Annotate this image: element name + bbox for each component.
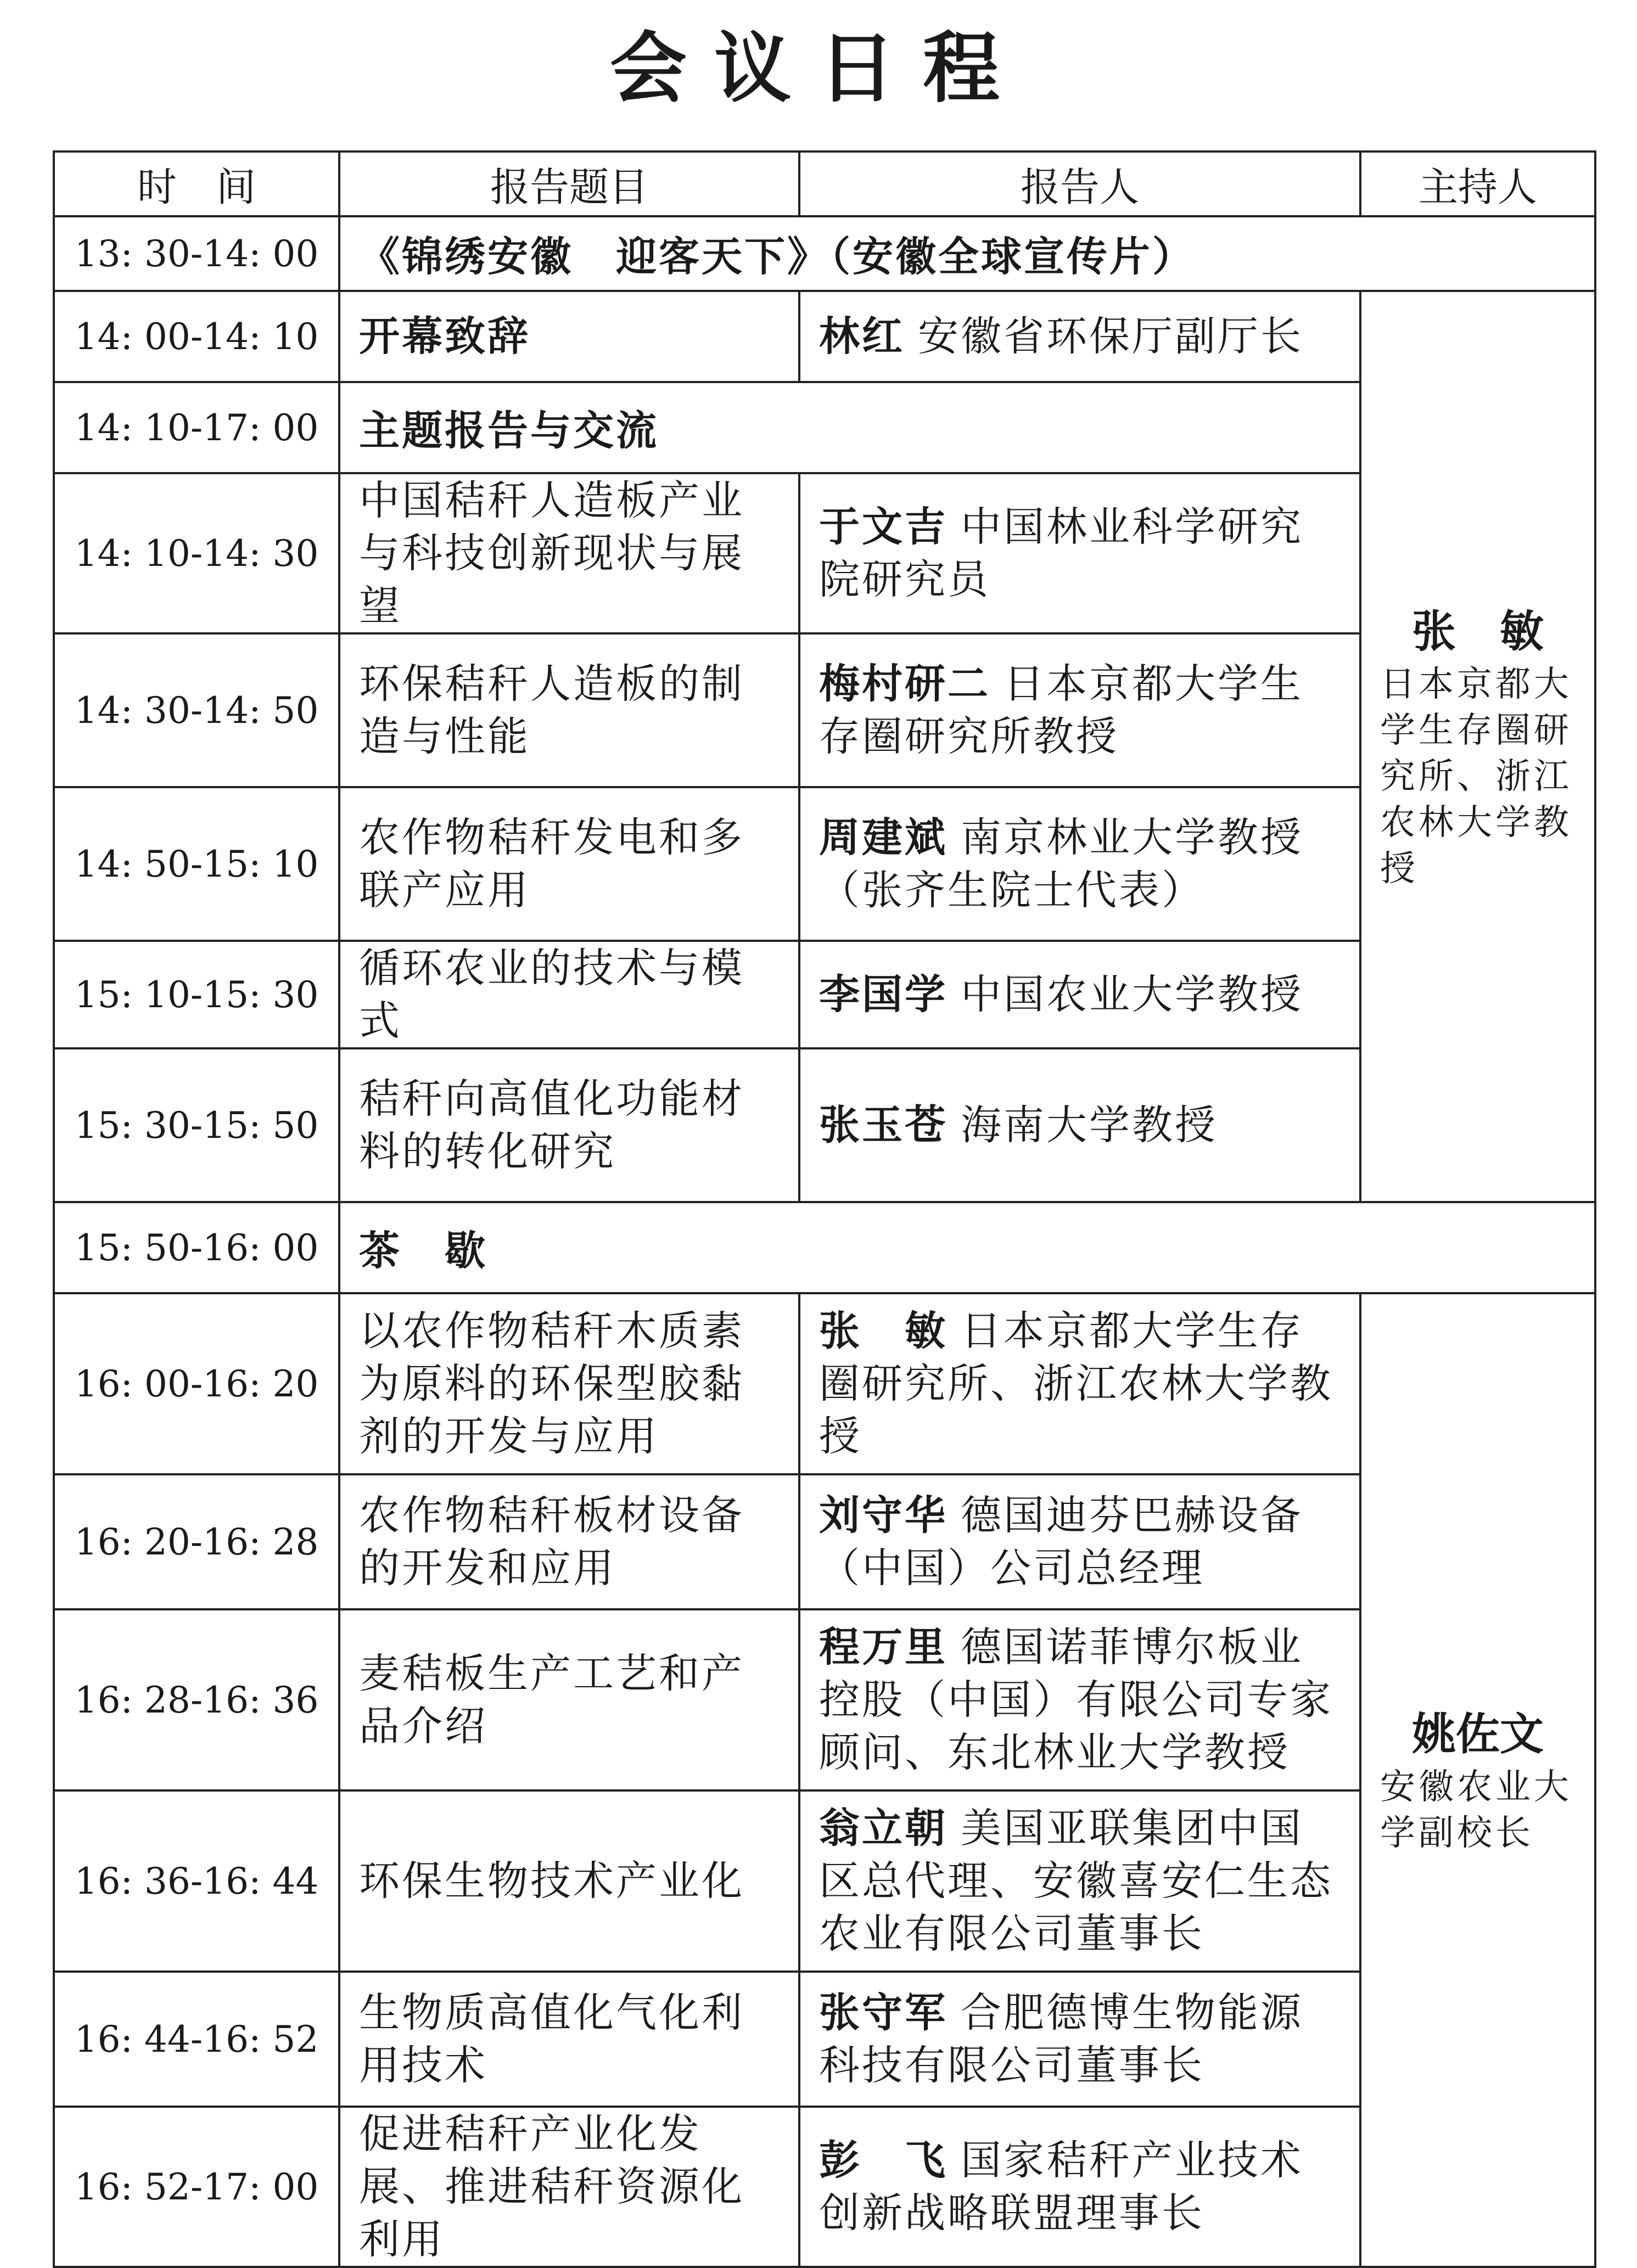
speaker-title: 合肥德博生物能源科技有限公司董事长 bbox=[819, 1989, 1303, 2089]
host-desc: 日本京都大学生存圈研究所、浙江农林大学教授 bbox=[1380, 664, 1572, 889]
speaker-name: 林红 bbox=[819, 313, 905, 360]
header-host: 主持人 bbox=[1360, 151, 1595, 216]
speaker-name: 刘守华 bbox=[819, 1492, 948, 1539]
speaker-title: 中国农业大学教授 bbox=[961, 971, 1303, 1018]
topic-cell: 开幕致辞 bbox=[339, 291, 799, 382]
host-cell bbox=[1360, 1293, 1595, 2267]
host-desc: 安徽农业大学副校长 bbox=[1380, 1767, 1572, 1854]
time-cell: 15: 50-16: 00 bbox=[54, 1202, 339, 1293]
speaker-title: 国家秸秆产业技术创新战略联盟理事长 bbox=[819, 2137, 1303, 2237]
topic-cell: 以农作物秸秆木质素为原料的环保型胶黏剂的开发与应用 bbox=[339, 1293, 799, 1474]
time-cell: 14: 10-14: 30 bbox=[54, 473, 339, 633]
host-cell bbox=[1360, 291, 1595, 1202]
time-cell: 15: 10-15: 30 bbox=[54, 941, 339, 1048]
speaker-title: 日本京都大学生存圈研究所教授 bbox=[819, 660, 1303, 760]
speaker-title: 中国林业科学研究院研究员 bbox=[819, 503, 1303, 603]
speaker-title: 安徽省环保厅副厅长 bbox=[918, 313, 1303, 360]
header-speaker: 报告人 bbox=[799, 151, 1360, 216]
time-cell: 16: 36-16: 44 bbox=[54, 1790, 339, 1972]
speaker-cell bbox=[799, 291, 1360, 382]
speaker-name: 彭 飞 bbox=[819, 2137, 948, 2184]
speaker-name: 张守军 bbox=[819, 1989, 948, 2036]
header-row bbox=[54, 151, 1595, 216]
speaker-cell bbox=[799, 1048, 1360, 1202]
speaker-cell bbox=[799, 1474, 1360, 1609]
table-row bbox=[54, 216, 1595, 291]
speaker-name: 程万里 bbox=[819, 1624, 948, 1671]
topic-cell: 秸秆向高值化功能材料的转化研究 bbox=[339, 1048, 799, 1202]
speaker-title: 南京林业大学教授（张齐生院士代表） bbox=[819, 814, 1303, 914]
span-cell: 茶 歇 bbox=[339, 1202, 1595, 1293]
schedule-table bbox=[53, 150, 1596, 2268]
host-name: 姚佐文 bbox=[1412, 1708, 1544, 1760]
speaker-name: 周建斌 bbox=[819, 814, 948, 861]
time-cell: 14: 50-15: 10 bbox=[54, 787, 339, 941]
speaker-title: 海南大学教授 bbox=[961, 1102, 1218, 1149]
table-row bbox=[54, 1293, 1595, 1474]
time-cell: 16: 28-16: 36 bbox=[54, 1609, 339, 1790]
time-cell: 14: 10-17: 00 bbox=[54, 382, 339, 473]
header-topic: 报告题目 bbox=[339, 151, 799, 216]
topic-cell: 中国秸秆人造板产业与科技创新现状与展望 bbox=[339, 473, 799, 633]
topic-cell: 生物质高值化气化利用技术 bbox=[339, 1972, 799, 2107]
speaker-name: 翁立朝 bbox=[819, 1805, 948, 1852]
page-title: 会议日程 bbox=[609, 24, 1027, 114]
topic-cell: 农作物秸秆板材设备的开发和应用 bbox=[339, 1474, 799, 1609]
speaker-name: 张 敏 bbox=[819, 1307, 948, 1355]
time-cell: 16: 20-16: 28 bbox=[54, 1474, 339, 1609]
time-cell: 14: 00-14: 10 bbox=[54, 291, 339, 382]
speaker-cell bbox=[799, 2107, 1360, 2267]
speaker-cell bbox=[799, 787, 1360, 941]
topic-cell: 麦秸板生产工艺和产品介绍 bbox=[339, 1609, 799, 1790]
span-cell: 《锦绣安徽 迎客天下》（安徽全球宣传片） bbox=[339, 216, 1595, 291]
time-cell: 16: 44-16: 52 bbox=[54, 1972, 339, 2107]
speaker-cell bbox=[799, 1790, 1360, 1972]
time-cell: 16: 00-16: 20 bbox=[54, 1293, 339, 1474]
speaker-title: 德国诺菲博尔板业控股（中国）有限公司专家顾问、东北林业大学教授 bbox=[819, 1624, 1333, 1776]
speaker-cell bbox=[799, 1609, 1360, 1790]
topic-cell: 环保生物技术产业化 bbox=[339, 1790, 799, 1972]
span-cell: 主题报告与交流 bbox=[339, 382, 1360, 473]
speaker-cell bbox=[799, 473, 1360, 633]
table-row bbox=[54, 1202, 1595, 1293]
speaker-name: 李国学 bbox=[819, 971, 948, 1018]
time-cell: 14: 30-14: 50 bbox=[54, 633, 339, 787]
speaker-cell bbox=[799, 633, 1360, 787]
speaker-title: 德国迪芬巴赫设备（中国）公司总经理 bbox=[819, 1492, 1303, 1592]
speaker-name: 张玉苍 bbox=[819, 1102, 948, 1149]
speaker-cell bbox=[799, 941, 1360, 1048]
speaker-title: 美国亚联集团中国区总代理、安徽喜安仁生态农业有限公司董事长 bbox=[819, 1805, 1333, 1957]
time-cell: 16: 52-17: 00 bbox=[54, 2107, 339, 2267]
time-cell: 15: 30-15: 50 bbox=[54, 1048, 339, 1202]
speaker-cell bbox=[799, 1972, 1360, 2107]
topic-cell: 环保秸秆人造板的制造与性能 bbox=[339, 633, 799, 787]
topic-cell: 促进秸秆产业化发展、推进秸秆资源化利用 bbox=[339, 2107, 799, 2267]
speaker-name: 梅村研二 bbox=[819, 660, 990, 708]
topic-cell: 循环农业的技术与模式 bbox=[339, 941, 799, 1048]
host-name: 张 敏 bbox=[1412, 605, 1544, 657]
time-cell: 13: 30-14: 00 bbox=[54, 216, 339, 291]
header-time: 时 间 bbox=[54, 151, 339, 216]
speaker-cell bbox=[799, 1293, 1360, 1474]
speaker-title: 日本京都大学生存圈研究所、浙江农林大学教授 bbox=[819, 1307, 1333, 1460]
topic-cell: 农作物秸秆发电和多联产应用 bbox=[339, 787, 799, 941]
table-row bbox=[54, 291, 1595, 382]
speaker-name: 于文吉 bbox=[819, 503, 948, 551]
